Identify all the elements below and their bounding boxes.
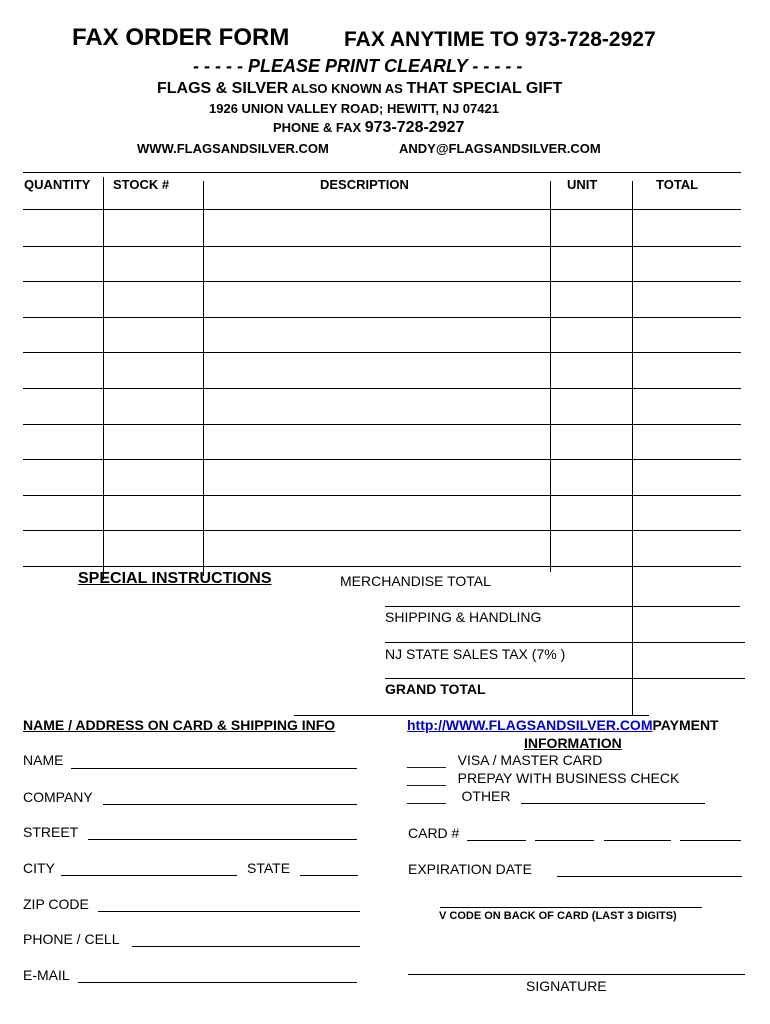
table-header-border bbox=[23, 209, 741, 210]
print-clearly-notice: - - - - - PLEASE PRINT CLEARLY - - - - - bbox=[193, 56, 523, 76]
visa-option[interactable] bbox=[407, 752, 602, 768]
payment-heading-label: PAYMENT bbox=[652, 717, 719, 733]
phone-number: 973-728-2927 bbox=[364, 119, 465, 136]
table-row[interactable] bbox=[23, 459, 741, 460]
card-number-label: CARD # bbox=[408, 825, 460, 841]
col-header-quantity: QUANTITY bbox=[24, 177, 91, 192]
state-field[interactable] bbox=[300, 875, 358, 876]
col-header-stock: STOCK # bbox=[113, 177, 170, 192]
email-label: E-MAIL bbox=[23, 967, 70, 983]
col-header-description: DESCRIPTION bbox=[320, 177, 409, 192]
special-instructions-label: SPECIAL INSTRUCTIONS bbox=[78, 570, 272, 587]
col-header-total: TOTAL bbox=[656, 177, 699, 192]
form-title: FAX ORDER FORM bbox=[72, 24, 290, 51]
other-blank[interactable]: _____ bbox=[407, 788, 446, 804]
company-label: COMPANY bbox=[23, 789, 93, 805]
sales-tax-field[interactable] bbox=[385, 678, 745, 679]
merchandise-total-label: MERCHANDISE TOTAL bbox=[340, 573, 491, 589]
vcode-label: V CODE ON BACK OF CARD (LAST 3 DIGITS) bbox=[439, 910, 677, 922]
table-row[interactable] bbox=[23, 246, 741, 247]
payment-heading bbox=[407, 717, 719, 733]
state-label: STATE bbox=[247, 860, 291, 876]
business-name bbox=[157, 80, 562, 98]
zip-field[interactable] bbox=[98, 911, 360, 912]
col-divider-unit bbox=[632, 181, 633, 716]
table-row[interactable] bbox=[23, 530, 741, 531]
city-label: CITY bbox=[23, 860, 55, 876]
table-row[interactable] bbox=[23, 317, 741, 318]
table-row[interactable] bbox=[23, 352, 741, 353]
card-number-field-2[interactable] bbox=[535, 840, 594, 841]
shipping-handling-field[interactable] bbox=[385, 642, 745, 643]
business-name-aka: ALSO KNOWN AS bbox=[288, 81, 407, 96]
fax-anytime-text: FAX ANYTIME TO 973-728-2927 bbox=[344, 28, 656, 51]
phone-label: PHONE / CELL bbox=[23, 931, 120, 947]
table-row[interactable] bbox=[23, 281, 741, 282]
business-address: 1926 UNION VALLEY ROAD; HEWITT, NJ 07421 bbox=[209, 101, 499, 116]
signature-label: SIGNATURE bbox=[526, 978, 607, 994]
vcode-field[interactable] bbox=[440, 907, 702, 908]
table-top-border bbox=[23, 172, 741, 173]
table-row[interactable] bbox=[23, 495, 741, 496]
grand-total-field[interactable] bbox=[294, 715, 649, 716]
city-field[interactable] bbox=[61, 875, 237, 876]
shipping-handling-label: SHIPPING & HANDLING bbox=[385, 609, 542, 625]
col-header-unit: UNIT bbox=[567, 177, 598, 192]
col-divider-description bbox=[550, 181, 551, 572]
expiration-field[interactable] bbox=[557, 876, 742, 877]
other-label: OTHER bbox=[461, 788, 511, 804]
street-label: STREET bbox=[23, 824, 79, 840]
prepay-blank[interactable]: _____ bbox=[407, 770, 446, 786]
email-field[interactable] bbox=[78, 982, 357, 983]
business-name-alt: THAT SPECIAL GIFT bbox=[406, 80, 563, 97]
business-name-primary: FLAGS & SILVER bbox=[157, 80, 289, 97]
col-divider-stock bbox=[203, 181, 204, 576]
card-number-field-1[interactable] bbox=[467, 840, 526, 841]
signature-field[interactable] bbox=[408, 974, 745, 975]
table-row[interactable] bbox=[23, 388, 741, 389]
customer-info-heading: NAME / ADDRESS ON CARD & SHIPPING INFO bbox=[23, 717, 336, 733]
phone-label: PHONE & FAX bbox=[273, 120, 365, 135]
table-row[interactable] bbox=[23, 424, 741, 425]
zip-label: ZIP CODE bbox=[23, 896, 89, 912]
name-field[interactable] bbox=[71, 768, 357, 769]
card-number-field-3[interactable] bbox=[604, 840, 671, 841]
card-number-field-4[interactable] bbox=[680, 840, 741, 841]
website-link[interactable]: http://WWW.FLAGSANDSILVER.COM bbox=[407, 717, 653, 733]
sales-tax-label: NJ STATE SALES TAX (7% ) bbox=[385, 646, 566, 662]
other-option[interactable] bbox=[407, 788, 511, 804]
table-row[interactable] bbox=[23, 566, 741, 567]
expiration-label: EXPIRATION DATE bbox=[408, 861, 532, 877]
company-field[interactable] bbox=[103, 804, 357, 805]
name-label: NAME bbox=[23, 752, 64, 768]
grand-total-label: GRAND TOTAL bbox=[385, 681, 486, 697]
visa-label: VISA / MASTER CARD bbox=[457, 752, 603, 768]
other-field[interactable] bbox=[521, 803, 705, 804]
prepay-option[interactable] bbox=[407, 770, 679, 786]
business-website[interactable]: WWW.FLAGSANDSILVER.COM bbox=[137, 141, 329, 156]
street-field[interactable] bbox=[88, 839, 357, 840]
phone-field[interactable] bbox=[132, 946, 360, 947]
payment-heading-sub: INFORMATION bbox=[524, 735, 622, 751]
prepay-label: PREPAY WITH BUSINESS CHECK bbox=[457, 770, 680, 786]
business-email[interactable]: ANDY@FLAGSANDSILVER.COM bbox=[399, 141, 601, 156]
col-divider-quantity bbox=[103, 177, 104, 580]
business-phone bbox=[273, 119, 464, 137]
visa-blank[interactable]: _____ bbox=[407, 752, 446, 768]
merchandise-total-field[interactable] bbox=[385, 606, 740, 607]
